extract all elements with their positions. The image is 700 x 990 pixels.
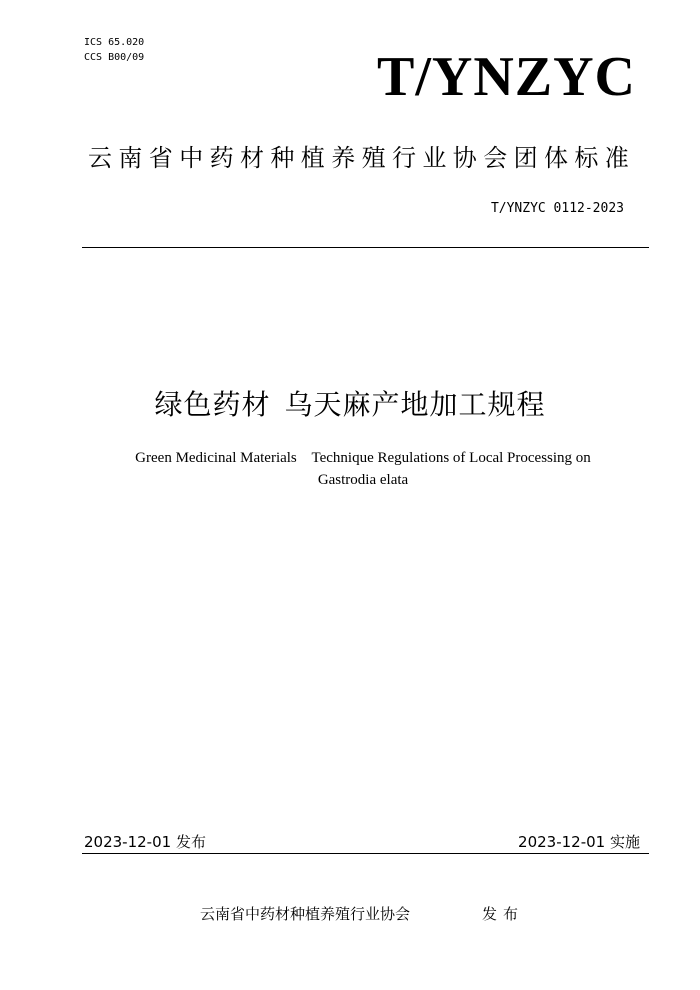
standard-logo: T/YNZYC [376, 46, 636, 108]
standard-number: T/YNZYC 0112-2023 [490, 201, 624, 216]
implementation-date: 2023-12-01 实施 [518, 833, 640, 851]
publisher-name: 云南省中药材种植养殖行业协会 [200, 905, 411, 923]
issue-date: 2023-12-01 发布 [84, 833, 206, 851]
english-title-line2: Gastrodia elata [317, 472, 409, 488]
chinese-title-part1: 绿色药材 [154, 388, 271, 421]
chinese-title-part2: 乌天麻产地加工规程 [284, 388, 546, 421]
ccs-code: CCS B00/09 [84, 52, 145, 63]
publish-label: 发布 [482, 905, 525, 923]
bottom-divider [82, 853, 649, 854]
association-title: 云南省中药材种植养殖行业协会团体标准 [88, 144, 636, 172]
chinese-title [0, 386, 700, 424]
top-divider [82, 247, 649, 248]
ics-code: ICS 65.020 [84, 37, 145, 48]
english-title-line1: Green Medicinal Materials Technique Regulations of Local Processing on [135, 450, 591, 466]
